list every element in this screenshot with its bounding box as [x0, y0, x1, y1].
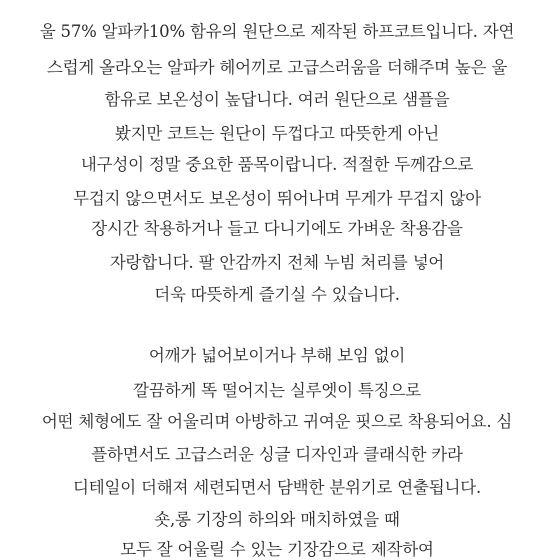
text-line: 플하면서도 고급스러운 싱글 디자인과 클래식한 카라: [91, 445, 463, 464]
text-line: 장시간 착용하거나 들고 다니기에도 가벼운 착용감을: [91, 219, 463, 238]
text-line: 스럽게 올라오는 알파카 헤어끼로 고급스러움을 더해주며 높은 울: [46, 58, 508, 77]
text-line: 어깨가 넓어보이거나 부해 보임 없이: [148, 346, 406, 365]
text-line: 울 57% 알파카10% 함유의 원단으로 제작된 하프코트입니다. 자연: [39, 22, 515, 41]
text-line: 자랑합니다. 팔 안감까지 전체 누빔 처리를 넣어: [109, 253, 445, 272]
text-line: 함유로 보온성이 높답니다. 여러 원단으로 샘플을: [104, 90, 450, 109]
text-line: 깔끔하게 똑 떨어지는 실루엣이 특징으로: [133, 381, 421, 400]
text-line: 봤지만 코트는 원단이 두껍다고 따뜻한게 아닌: [114, 124, 440, 143]
text-line: 어떤 체형에도 잘 어울리며 아방하고 귀여운 핏으로 착용되어요. 심: [41, 412, 513, 431]
text-line: 더욱 따뜻하게 즐기실 수 있습니다.: [154, 285, 400, 304]
text-line: 숏,롱 기장의 하의와 매치하였을 때: [154, 510, 400, 529]
text-line: 무겁지 않으면서도 보온성이 뛰어나며 무게가 무겁지 않아: [72, 189, 481, 208]
text-line: 모두 잘 어울릴 수 있는 기장감으로 제작하여: [120, 540, 434, 559]
text-line: 내구성이 정말 중요한 품목이랍니다. 적절한 두께감으로: [80, 155, 474, 174]
text-line: 디테일이 더해져 세련되면서 담백한 분위기로 연출됩니다.: [72, 478, 481, 497]
